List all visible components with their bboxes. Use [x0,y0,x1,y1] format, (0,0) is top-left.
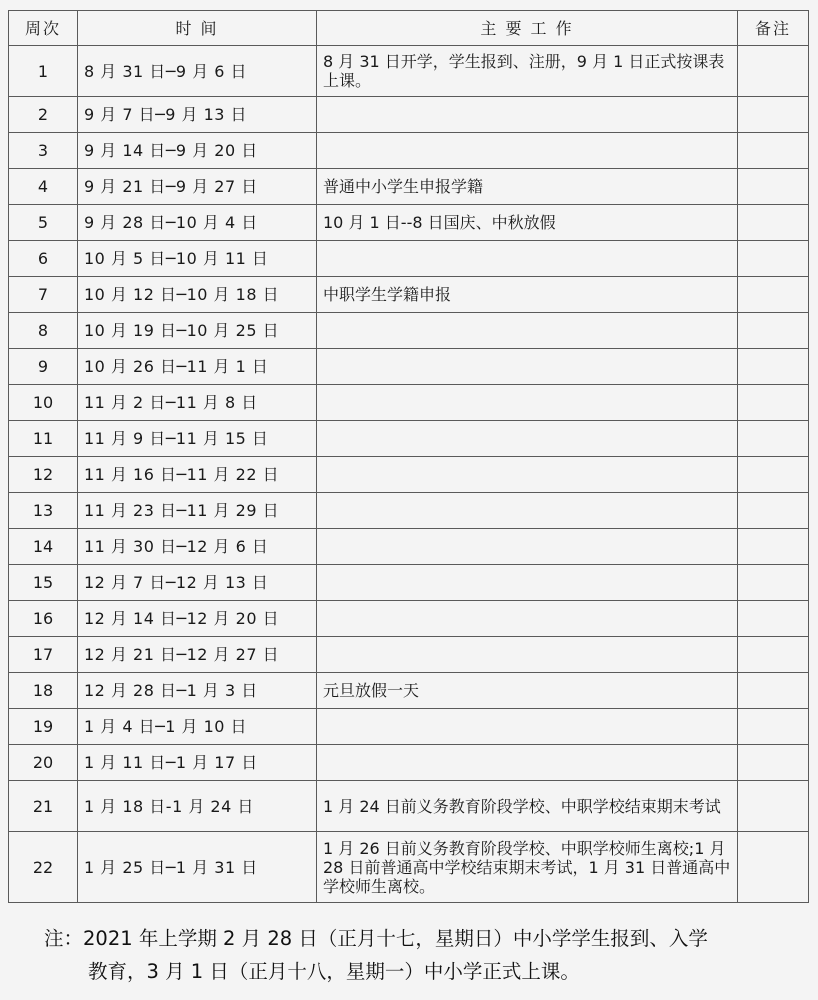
table-row [9,832,809,903]
work-cell: 中职学生学籍申报 [317,277,738,313]
time-cell: 10 月 12 日─10 月 18 日 [78,277,317,313]
remark-cell [738,601,809,637]
remark-cell [738,529,809,565]
remark-cell [738,457,809,493]
week-cell: 9 [9,349,78,385]
work-cell [317,421,738,457]
header-time: 时 间 [78,11,317,46]
time-cell: 10 月 5 日─10 月 11 日 [78,241,317,277]
table-row [9,241,809,277]
table-row [9,637,809,673]
week-cell: 21 [9,781,78,832]
remark-cell [738,745,809,781]
time-cell: 1 月 11 日─1 月 17 日 [78,745,317,781]
work-cell [317,745,738,781]
work-cell [317,565,738,601]
time-cell: 11 月 23 日─11 月 29 日 [78,493,317,529]
work-cell: 元旦放假一天 [317,673,738,709]
week-cell: 19 [9,709,78,745]
remark-cell [738,241,809,277]
table-row [9,97,809,133]
table-row [9,673,809,709]
table-header-row [9,11,809,46]
work-cell [317,601,738,637]
table-row [9,745,809,781]
week-cell: 22 [9,832,78,903]
remark-cell [738,349,809,385]
week-cell: 17 [9,637,78,673]
week-cell: 12 [9,457,78,493]
work-cell: 8 月 31 日开学，学生报到、注册，9 月 1 日正式按课表上课。 [317,46,738,97]
time-cell: 11 月 16 日─11 月 22 日 [78,457,317,493]
work-cell [317,349,738,385]
table-row [9,205,809,241]
week-cell: 7 [9,277,78,313]
week-cell: 5 [9,205,78,241]
time-cell: 1 月 4 日─1 月 10 日 [78,709,317,745]
remark-cell [738,832,809,903]
work-cell [317,241,738,277]
remark-cell [738,313,809,349]
remark-cell [738,673,809,709]
work-cell: 1 月 26 日前义务教育阶段学校、中职学校师生离校;1 月 28 日前普通高中学校结束期末考试，1 月 31 日普通高中学校师生离校。 [317,832,738,903]
remark-cell [738,277,809,313]
time-cell: 9 月 21 日─9 月 27 日 [78,169,317,205]
work-cell [317,457,738,493]
table-row [9,385,809,421]
time-cell: 12 月 21 日─12 月 27 日 [78,637,317,673]
work-cell [317,385,738,421]
work-cell [317,709,738,745]
table-row [9,529,809,565]
table-row [9,277,809,313]
footnote [44,922,814,988]
time-cell: 10 月 26 日─11 月 1 日 [78,349,317,385]
table-row [9,709,809,745]
work-cell [317,637,738,673]
work-cell: 10 月 1 日--8 日国庆、中秋放假 [317,205,738,241]
table-row [9,565,809,601]
week-cell: 14 [9,529,78,565]
time-cell: 9 月 7 日─9 月 13 日 [78,97,317,133]
table-row [9,781,809,832]
week-cell: 18 [9,673,78,709]
footnote-line-1: 注：2021 年上学期 2 月 28 日（正月十七，星期日）中小学学生报到、入学 [44,927,708,950]
time-cell: 12 月 28 日─1 月 3 日 [78,673,317,709]
work-cell: 普通中小学生申报学籍 [317,169,738,205]
semester-schedule-table [8,10,809,903]
week-cell: 4 [9,169,78,205]
remark-cell [738,421,809,457]
header-week: 周次 [9,11,78,46]
time-cell: 8 月 31 日─9 月 6 日 [78,46,317,97]
table-row [9,46,809,97]
week-cell: 16 [9,601,78,637]
remark-cell [738,46,809,97]
remark-cell [738,169,809,205]
remark-cell [738,709,809,745]
header-work: 主 要 工 作 [317,11,738,46]
work-cell: 1 月 24 日前义务教育阶段学校、中职学校结束期末考试 [317,781,738,832]
remark-cell [738,133,809,169]
time-cell: 11 月 9 日─11 月 15 日 [78,421,317,457]
week-cell: 20 [9,745,78,781]
time-cell: 11 月 2 日─11 月 8 日 [78,385,317,421]
table-row [9,601,809,637]
week-cell: 1 [9,46,78,97]
work-cell [317,97,738,133]
table-row [9,169,809,205]
table-body [9,46,809,903]
week-cell: 2 [9,97,78,133]
remark-cell [738,493,809,529]
remark-cell [738,385,809,421]
time-cell: 1 月 25 日─1 月 31 日 [78,832,317,903]
footnote-line-2: 教育，3 月 1 日（正月十八，星期一）中小学正式上课。 [88,960,580,983]
header-remark: 备注 [738,11,809,46]
table-row [9,457,809,493]
remark-cell [738,565,809,601]
time-cell: 12 月 7 日─12 月 13 日 [78,565,317,601]
week-cell: 13 [9,493,78,529]
table-row [9,349,809,385]
remark-cell [738,205,809,241]
time-cell: 9 月 28 日─10 月 4 日 [78,205,317,241]
work-cell [317,529,738,565]
time-cell: 12 月 14 日─12 月 20 日 [78,601,317,637]
remark-cell [738,97,809,133]
week-cell: 3 [9,133,78,169]
week-cell: 6 [9,241,78,277]
week-cell: 8 [9,313,78,349]
remark-cell [738,637,809,673]
work-cell [317,493,738,529]
work-cell [317,313,738,349]
time-cell: 11 月 30 日─12 月 6 日 [78,529,317,565]
week-cell: 10 [9,385,78,421]
week-cell: 11 [9,421,78,457]
remark-cell [738,781,809,832]
table-row [9,421,809,457]
table-row [9,493,809,529]
week-cell: 15 [9,565,78,601]
time-cell: 10 月 19 日─10 月 25 日 [78,313,317,349]
time-cell: 1 月 18 日-1 月 24 日 [78,781,317,832]
work-cell [317,133,738,169]
time-cell: 9 月 14 日─9 月 20 日 [78,133,317,169]
table-row [9,133,809,169]
table-row [9,313,809,349]
